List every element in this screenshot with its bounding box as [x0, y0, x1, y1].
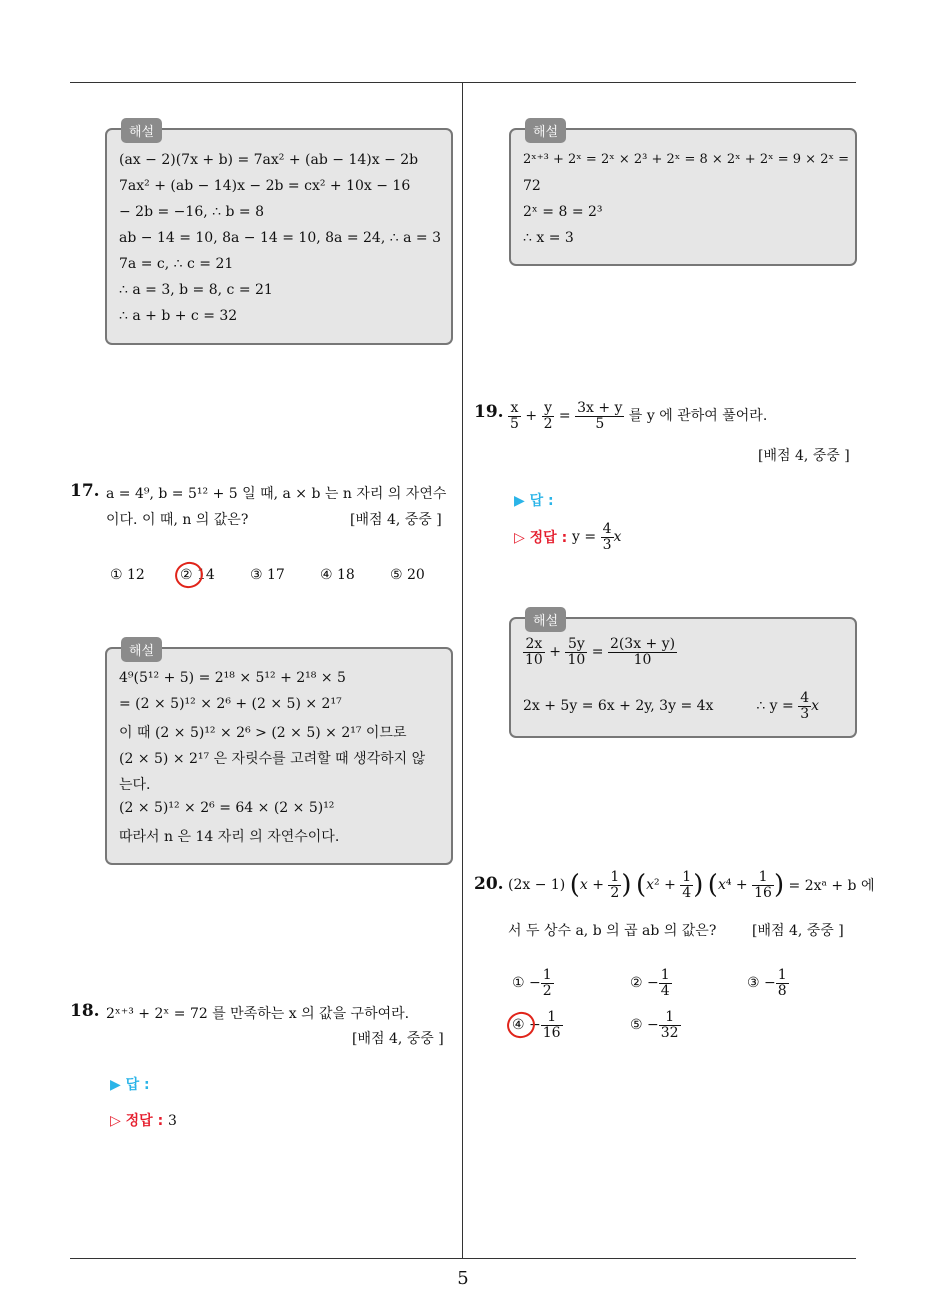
q17-sol-line: (2 × 5) × 2¹⁷ 은 자릿수를 고려할 때 생각하지 않 — [119, 751, 426, 767]
q20-number: 20. — [474, 874, 504, 894]
q17-choice-1[interactable]: ① 12 — [110, 567, 145, 583]
page-number: 5 — [457, 1268, 469, 1289]
q17-choice-4[interactable]: ④ 18 — [320, 567, 355, 583]
correct-label: ▷ 정답 : — [110, 1113, 164, 1129]
q18-sol-line: ∴ x = 3 — [523, 230, 574, 246]
q17-sol-line: = (2 × 5)¹² × 2⁶ + (2 × 5) × 2¹⁷ — [119, 696, 342, 712]
solution-label: 해설 — [525, 607, 566, 632]
q19-sol-line: 2x + 5y = 6x + 2y, 3y = 4x ∴ y = $\frac{4}{3}$ x — [523, 690, 820, 722]
q17-sol-line: 이 때 (2 × 5)¹² × 2⁶ > (2 × 5) × 2¹⁷ 이므로 — [119, 725, 407, 741]
q17-choice-2[interactable]: ② 14 — [180, 567, 215, 583]
q16-solution-box — [105, 125, 453, 345]
q20-choice-5[interactable]: ⑤ − $\frac{1}{32}$ — [630, 1009, 679, 1041]
q20-choice-4[interactable]: ④ − $\frac{1}{16}$ — [512, 1009, 561, 1041]
q20-choice-3[interactable]: ③ − $\frac{1}{8}$ — [747, 967, 787, 999]
q17-sol-line: (2 × 5)¹² × 2⁶ = 64 × (2 × 5)¹² — [119, 800, 335, 816]
q19-answer-field[interactable]: ▶ 답 : — [514, 493, 554, 509]
q18-text: 2ˣ⁺³ + 2ˣ = 72 를 만족하는 x 의 값을 구하여라. — [106, 1006, 410, 1022]
q18-sol-line: 72 — [523, 178, 541, 194]
q17-choice-3[interactable]: ③ 17 — [250, 567, 285, 583]
bottom-rule — [70, 1258, 856, 1259]
q17-choice-5[interactable]: ⑤ 20 — [390, 567, 425, 583]
q16-sol-line: ∴ a = 3, b = 8, c = 21 — [119, 282, 273, 298]
q20-choice-1[interactable]: ① − $\frac{1}{2}$ — [512, 967, 552, 999]
q19-solution-box — [509, 614, 857, 738]
q18-number: 18. — [70, 1001, 100, 1021]
q16-sol-line: − 2b = −16, ∴ b = 8 — [119, 204, 264, 220]
correct-value: 3 — [168, 1113, 177, 1129]
column-divider — [462, 82, 463, 1259]
q17-solution-box — [105, 644, 453, 865]
q18-points: [배점 4, 중중 ] — [352, 1031, 444, 1047]
q19-number: 19. — [474, 402, 504, 422]
q19-text-tail: 를 y 에 관하여 풀어라. — [624, 408, 768, 425]
q18-sol-line: 2ˣ = 8 = 2³ — [523, 204, 603, 220]
fraction: $\frac{2(3x + y)}{10}$ — [609, 636, 676, 668]
top-rule — [70, 82, 856, 83]
q17-text-line1: a = 4⁹, b = 5¹² + 5 일 때, a × b 는 n 자리 의 자연수 — [106, 486, 447, 502]
fraction: $\frac{y}{2}$ — [543, 400, 553, 432]
q18-correct-answer — [110, 1110, 177, 1130]
answer-circle-mark — [172, 559, 206, 591]
q18-answer-field[interactable]: ▶ 답 : — [110, 1077, 150, 1093]
fraction: $\frac{4}{3}$ — [602, 521, 612, 553]
q19-sol-line: $\frac{2x}{10}$ + $\frac{5y}{10}$ = $\frac{2(3x + y)}{10}$ — [525, 636, 676, 668]
correct-value: y = — [572, 529, 601, 546]
fraction: $\frac{3x + y}{5}$ — [577, 400, 623, 432]
q19-points: [배점 4, 중중 ] — [758, 448, 850, 464]
q20-equation: (2x − 1) (x + $\frac{1}{2}$ ) (x² + $\frac{1}{4}$ ) (x⁴ + $\frac{1}{16}$ ) = 2xᵃ + b 에 — [508, 869, 875, 901]
q20-points: [배점 4, 중중 ] — [752, 923, 844, 939]
q17-sol-line: 는다. — [119, 777, 151, 793]
q18-solution-box — [509, 125, 857, 266]
q20-text-line2: 서 두 상수 a, b 의 곱 ab 의 값은? — [508, 923, 717, 939]
q16-sol-line: ab − 14 = 10, 8a − 14 = 10, 8a = 24, ∴ a = 3 — [119, 230, 441, 246]
solution-label: 해설 — [121, 637, 162, 662]
q18-sol-line: 2ˣ⁺³ + 2ˣ = 2ˣ × 2³ + 2ˣ = 8 × 2ˣ + 2ˣ = 9 × 2ˣ = — [523, 152, 850, 167]
q19-equation: $\frac{x}{5}$ + $\frac{y}{2}$ = $\frac{3x + y}{5}$ 를 y 에 관하여 풀어라. — [510, 400, 768, 432]
fraction: $\frac{4}{3}$ — [800, 690, 810, 722]
q17-points: [배점 4, 중중 ] — [350, 512, 442, 528]
q16-sol-line: (ax − 2)(7x + b) = 7ax² + (ab − 14)x − 2b — [119, 152, 419, 168]
q17-text-line2: 이다. 이 때, n 의 값은? — [106, 512, 249, 528]
q17-number: 17. — [70, 481, 100, 501]
q19-correct-answer: ▷ 정답 : y = $\frac{4}{3}$ x — [514, 521, 622, 553]
q20-choice-2[interactable]: ② − $\frac{1}{4}$ — [630, 967, 670, 999]
q16-sol-line: 7a = c, ∴ c = 21 — [119, 256, 234, 272]
fraction: $\frac{x}{5}$ — [510, 400, 519, 432]
q17-sol-line: 4⁹(5¹² + 5) = 2¹⁸ × 5¹² + 2¹⁸ × 5 — [119, 670, 346, 686]
q17-sol-line: 따라서 n 은 14 자리 의 자연수이다. — [119, 829, 340, 845]
solution-label: 해설 — [121, 118, 162, 143]
q16-sol-line: 7ax² + (ab − 14)x − 2b = cx² + 10x − 16 — [119, 178, 411, 194]
fraction: $\frac{2x}{10}$ — [525, 636, 543, 668]
fraction: $\frac{5y}{10}$ — [567, 636, 586, 668]
q16-sol-line: ∴ a + b + c = 32 — [119, 308, 238, 324]
correct-label: ▷ 정답 : — [514, 530, 568, 547]
solution-label: 해설 — [525, 118, 566, 143]
